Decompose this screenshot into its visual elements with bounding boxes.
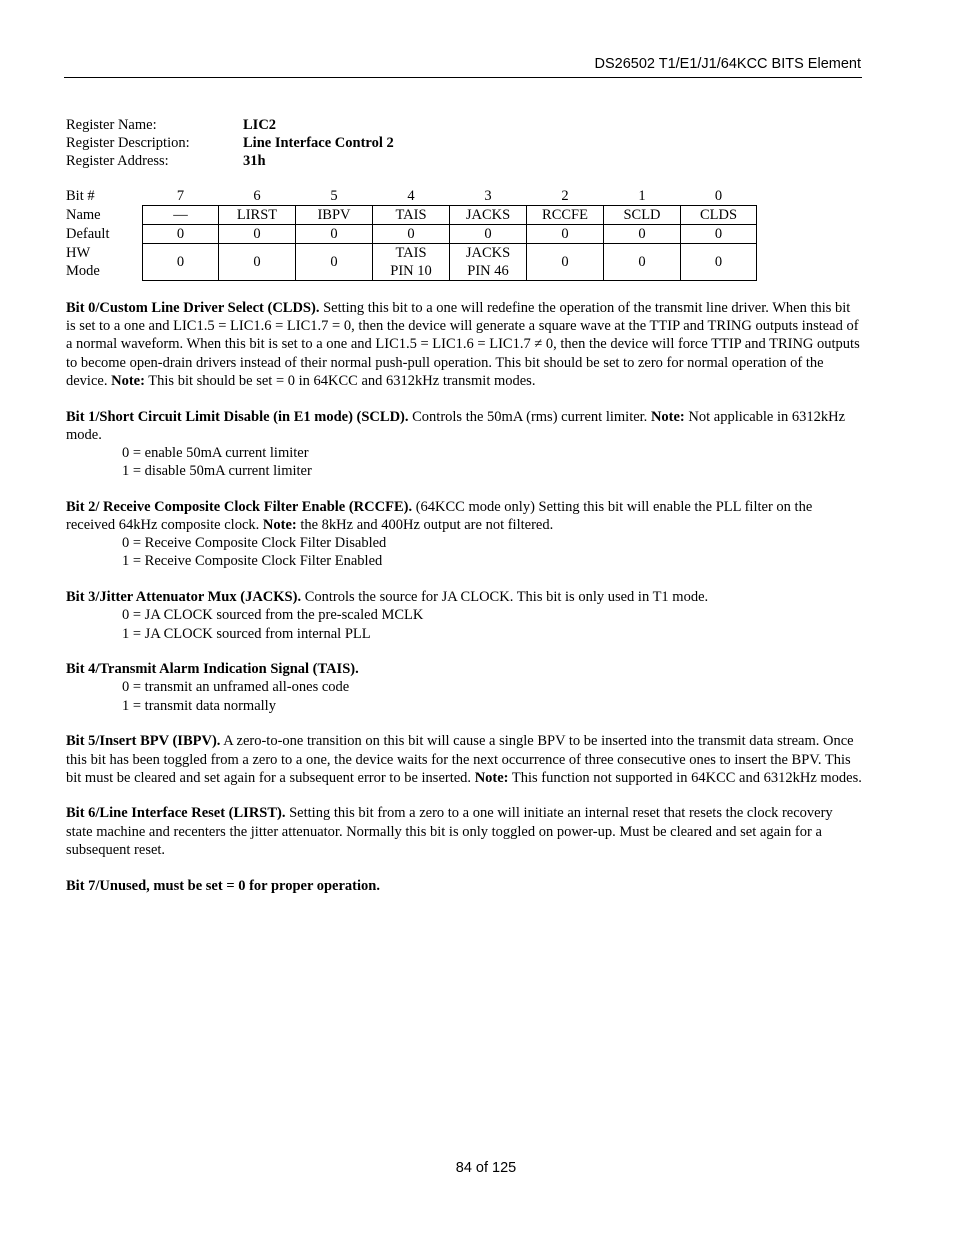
bit2-heading: Bit 2/ Receive Composite Clock Filter Enable (RCCFE). — [66, 498, 413, 515]
bit4-option-0: 0 = transmit an unframed all-ones code — [122, 679, 350, 696]
register-info — [66, 116, 394, 170]
hw-label-line-2: Mode — [66, 263, 100, 279]
register-name-row — [66, 116, 394, 134]
page-header — [64, 56, 862, 78]
bit-number: 3 — [484, 188, 492, 204]
bit-default-cell: 0 — [681, 225, 757, 244]
bit-hw-mode-label — [63, 244, 143, 281]
register-address-row — [66, 152, 394, 170]
bit3-heading: Bit 3/Jitter Attenuator Mux (JACKS). — [66, 589, 302, 606]
document-title: DS26502 T1/E1/J1/64KCC BITS Element — [594, 56, 861, 72]
bit2-section — [66, 498, 862, 571]
bit-number: 6 — [253, 188, 261, 204]
bit-default-cell: 0 — [450, 225, 527, 244]
page-footer — [0, 1160, 954, 1176]
bit3-section — [66, 588, 862, 643]
bit-number-label: Bit # — [66, 188, 95, 205]
bit5-text: A zero-to-one transition on this bit will cause a single BPV to be inserted into the transmit data stream. Once this bit has been toggled from a zero to a one, the device waits for the next occurrence of three consecutive ones to insert the BPV. This bit must be cleared and set again for a subsequent error to be inserted. — [66, 733, 854, 786]
hw-cell-line-2: PIN 10 — [390, 263, 432, 279]
hw-cell-line-1: 0 — [253, 254, 261, 270]
bit-default-label: Default — [66, 226, 110, 242]
bit-hw-mode-cell — [143, 244, 219, 281]
bit2-note-text: the 8kHz and 400Hz output are not filtered. — [296, 517, 554, 534]
bit0-note-text: This bit should be set = 0 in 64KCC and 6312kHz transmit modes. — [144, 372, 536, 389]
hw-cell-line-1: TAIS — [395, 245, 427, 261]
bit-name-cell: SCLD — [604, 206, 681, 225]
bit-name-cell: JACKS — [450, 206, 527, 225]
bit-default-cell: 0 — [143, 225, 219, 244]
bit4-heading: Bit 4/Transmit Alarm Indication Signal (TAIS). — [66, 661, 359, 678]
bit-hw-mode-cell — [527, 244, 604, 281]
bit-number: 1 — [638, 188, 646, 204]
register-description-value: Line Interface Control 2 — [243, 135, 394, 151]
bit1-text: Controls the 50mA (rms) current limiter. — [408, 408, 651, 425]
hw-cell-line-1: 0 — [330, 254, 338, 270]
bit1-option-1: 1 = disable 50mA current limiter — [122, 463, 312, 480]
bit7-heading: Bit 7/Unused, must be set = 0 for proper operation. — [66, 877, 380, 894]
register-name-value: LIC2 — [243, 117, 277, 133]
bit1-note-text: Not applicable in 6312kHz mode. — [66, 408, 846, 443]
hw-cell-line-1: 0 — [714, 254, 723, 270]
register-address-value: 31h — [243, 153, 266, 169]
bit2-option-1: 1 = Receive Composite Clock Filter Enabled — [122, 553, 383, 570]
bit-name-cell: LIRST — [219, 206, 296, 225]
hw-cell-line-1: 0 — [561, 254, 569, 270]
bit6-section — [66, 804, 862, 859]
bit1-paragraph — [66, 408, 862, 444]
bit-hw-mode-cell — [681, 244, 757, 281]
bit-hw-mode-cell — [296, 244, 373, 281]
bit-number: 7 — [176, 188, 185, 204]
bit0-note-label: Note: — [111, 372, 145, 389]
bit6-heading: Bit 6/Line Interface Reset (LIRST). — [66, 805, 286, 822]
bit7-paragraph — [66, 877, 862, 895]
bit0-section — [66, 299, 862, 390]
bit0-heading: Bit 0/Custom Line Driver Select (CLDS). — [66, 300, 320, 316]
bit1-heading: Bit 1/Short Circuit Limit Disable (in E1 mode) (SCLD). — [66, 408, 409, 425]
bit-number-row — [63, 187, 757, 206]
hw-cell-line-1: JACKS — [465, 245, 511, 261]
bit-hw-mode-cell — [450, 244, 527, 281]
bit3-option-1: 1 = JA CLOCK sourced from internal PLL — [122, 625, 371, 642]
bit-number: 5 — [330, 188, 338, 204]
hw-label-line-1: HW — [66, 245, 91, 261]
register-description-label: Register Description: — [66, 135, 190, 151]
register-description-row — [66, 134, 394, 152]
bit-name-label: Name — [66, 207, 101, 223]
bit-name-cell: CLDS — [681, 206, 757, 225]
hw-cell-line-1: 0 — [176, 254, 185, 270]
bit-table — [63, 187, 757, 281]
bit0-text: Setting this bit to a one will redefine the operation of the transmit line driver. When this bit is set to a one and LIC1.5 = LIC1.6 = LIC1.7 = 0, then the device will generate a square wave at the TTIP and TRING outputs instead of a normal waveform. When this bit is set to a one and LIC1.5 = LIC1.6 = LIC1.7 ≠ 0, then the device will force TTIP and TRING outputs to become open-drain drivers instead of their normal push-pull operation. This bit should be set to zero for normal operation of the device. — [66, 300, 860, 389]
bit-default-cell: 0 — [373, 225, 450, 244]
bit5-note-label: Note: — [474, 769, 509, 786]
register-name-label: Register Name: — [66, 117, 157, 133]
bit2-note-label: Note: — [262, 517, 297, 534]
bit-descriptions — [66, 299, 862, 912]
bit5-heading: Bit 5/Insert BPV (IBPV). — [66, 733, 221, 750]
bit1-option-0: 0 = enable 50mA current limiter — [122, 444, 309, 461]
bit-number: 0 — [714, 188, 723, 204]
bit-number: 4 — [407, 188, 415, 204]
bit-name-cell: RCCFE — [527, 206, 604, 225]
bit2-option-0: 0 = Receive Composite Clock Filter Disabled — [122, 535, 387, 552]
bit-name-cell: TAIS — [373, 206, 450, 225]
bit2-text: (64KCC mode only) Setting this bit will enable the PLL filter on the received 64kHz composite clock. — [66, 498, 813, 534]
bit6-paragraph — [66, 804, 862, 859]
bit-name-row — [63, 206, 757, 225]
bit7-section — [66, 877, 862, 895]
bit4-paragraph — [66, 660, 862, 678]
bit5-note-text: This function not supported in 64KCC and 6312kHz modes. — [508, 769, 862, 786]
hw-cell-line-1: 0 — [638, 254, 646, 270]
bit5-paragraph — [66, 732, 862, 787]
bit-default-cell: 0 — [604, 225, 681, 244]
bit-default-cell: 0 — [296, 225, 373, 244]
bit3-paragraph — [66, 588, 862, 606]
bit-hw-mode-row — [63, 244, 757, 281]
bit-hw-mode-cell — [604, 244, 681, 281]
bit2-paragraph — [66, 498, 862, 534]
bit-hw-mode-cell — [219, 244, 296, 281]
bit3-option-0: 0 = JA CLOCK sourced from the pre-scaled MCLK — [122, 607, 424, 624]
register-address-label: Register Address: — [66, 153, 169, 169]
bit-hw-mode-cell — [373, 244, 450, 281]
bit-default-cell: 0 — [219, 225, 296, 244]
bit4-option-1: 1 = transmit data normally — [122, 697, 276, 714]
bit4-section — [66, 660, 862, 715]
bit1-note-label: Note: — [650, 408, 685, 425]
bit5-section — [66, 732, 862, 787]
bit1-section — [66, 408, 862, 481]
bit-number: 2 — [561, 188, 569, 204]
page-number: 84 of 125 — [455, 1160, 517, 1176]
bit-default-cell: 0 — [527, 225, 604, 244]
hw-cell-line-2: PIN 46 — [467, 263, 509, 279]
bit3-text: Controls the source for JA CLOCK. This bit is only used in T1 mode. — [301, 589, 709, 606]
bit-default-row — [63, 225, 757, 244]
bit6-text: Setting this bit from a zero to a one will initiate an internal reset that resets the clock recovery state machine and recenters the jitter attenuator. Normally this bit is only toggled on power-up. Must be cleared and set again for a subsequent reset. — [66, 805, 833, 858]
bit-name-cell: IBPV — [296, 206, 373, 225]
bit0-paragraph — [66, 299, 862, 390]
bit-name-cell: — — [143, 206, 219, 225]
